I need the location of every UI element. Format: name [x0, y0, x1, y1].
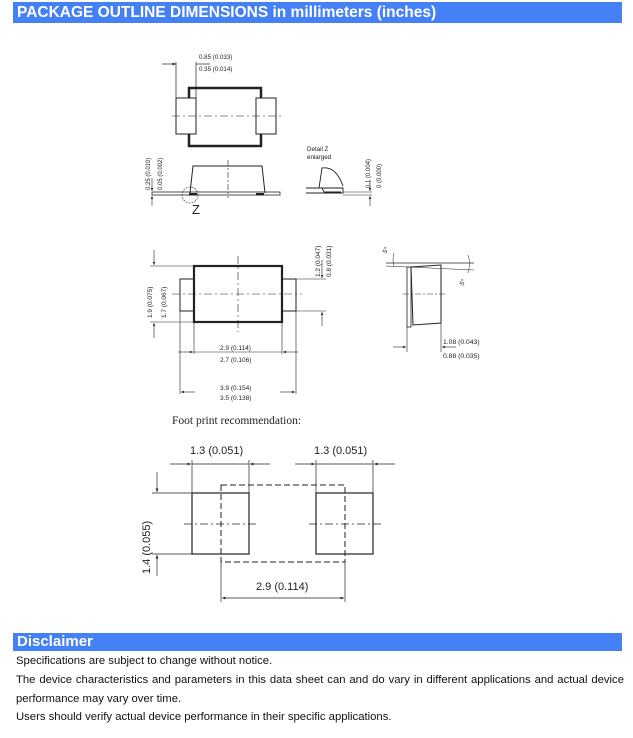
end-view-width-max: 1.08 (0.043)	[443, 339, 480, 346]
end-view-angle-top: 5°	[381, 246, 391, 255]
detail-z-label-line1: Detail Z	[307, 146, 329, 153]
disclaimer-line-4: Users should verify actual device performance in their specific applications.	[16, 711, 392, 723]
bottom-view-body-max: 2.9 (0.114)	[220, 345, 251, 352]
footprint-pitch: 2.9 (0.114)	[256, 581, 309, 593]
detail-z-dim-min: 0 (0.000)	[377, 163, 383, 188]
side-view	[152, 157, 280, 206]
disclaimer-line-3: performance may vary over time.	[16, 693, 182, 705]
footprint-pad-width-right: 1.3 (0.051)	[314, 445, 368, 457]
bottom-view	[150, 250, 326, 394]
footprint-pad-height: 1.4 (0.055)	[141, 520, 153, 574]
detail-z-view	[306, 168, 372, 206]
bottom-view-body-min: 2.7 (0.106)	[220, 357, 252, 364]
section-title: PACKAGE OUTLINE DIMENSIONS in millimeters (inches)	[17, 4, 437, 21]
disclaimer-line-2: The device characteristics and parameters in this data sheet can and do vary in different applications and actual device	[16, 674, 624, 686]
bottom-view-overall-min: 3.5 (0.138)	[220, 395, 252, 402]
section-header-disclaimer	[13, 633, 622, 651]
top-view-dim-max: 0.85 (0.033)	[199, 54, 233, 61]
footprint-title: Foot print recommendation:	[172, 415, 302, 427]
bottom-view-height-min: 1.7 (0.067)	[161, 286, 168, 318]
disclaimer-title: Disclaimer	[17, 633, 93, 650]
top-view-dim-min: 0.35 (0.014)	[199, 66, 233, 73]
detail-z-dim-max: 0.1 (0.004)	[366, 158, 372, 188]
end-view-width-min: 0.88 (0.035)	[443, 353, 480, 360]
bottom-view-height-max: 1.9 (0.075)	[147, 286, 154, 318]
end-view-angle-right: 5°	[458, 278, 468, 287]
disclaimer-line-1: Specifications are subject to change without notice.	[16, 655, 273, 667]
bottom-view-overall-max: 3.9 (0.154)	[220, 385, 252, 392]
top-view	[162, 62, 282, 146]
bottom-view-lead-max: 1.2 (0.047)	[315, 245, 322, 277]
side-view-dim-min: 0.05 (0.002)	[158, 157, 164, 190]
detail-z-label-line2: enlarged	[307, 154, 332, 161]
detail-marker-z: Z	[192, 202, 200, 217]
end-view	[386, 253, 474, 352]
footprint-pad-width-left: 1.3 (0.051)	[190, 445, 244, 457]
bottom-view-lead-min: 0.8 (0.031)	[326, 245, 333, 277]
side-view-dim-max: 0.25 (0.010)	[146, 157, 152, 190]
